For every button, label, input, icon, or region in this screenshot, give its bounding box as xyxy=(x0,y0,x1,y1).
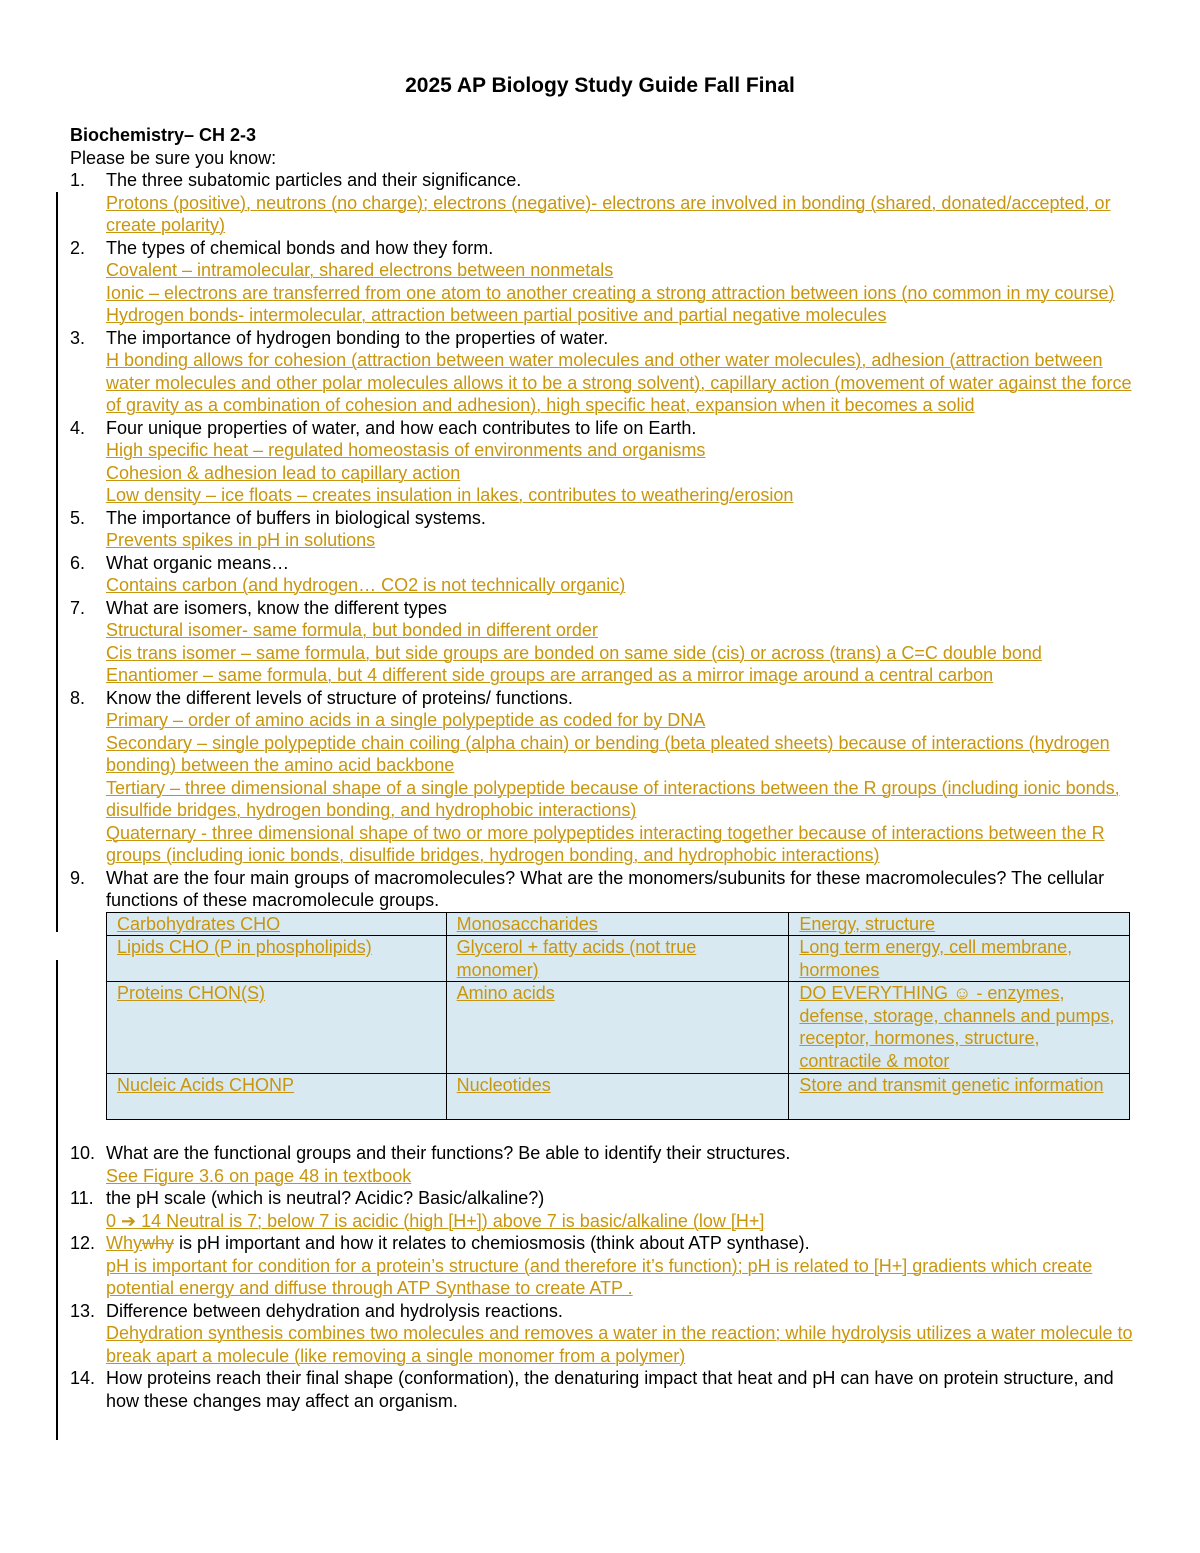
table-row xyxy=(107,1074,1130,1120)
answer-text: Secondary – single polypeptide chain coiling (alpha chain) or bending (beta pleated sheets) because of interactions (hydrogen bonding) between the amino acid backbone xyxy=(106,732,1110,775)
question-text: The importance of hydrogen bonding to the properties of water. xyxy=(106,327,609,348)
question-item xyxy=(70,1232,1140,1255)
answer-text: H bonding allows for cohesion (attraction between water molecules and other water molecules), adhesion (attraction between water molecules and other polar molecules allows it to be a strong solvent), capillary action (movement of water against the force of gravity as a combination of cohesion and adhesion), high specific heat, expansion when it becomes a solid xyxy=(106,350,1132,415)
answer-text: Tertiary – three dimensional shape of a single polypeptide because of interactions between the R groups (including ionic bonds, disulfide bridges, hydrogen bonding, and hydrophobic interactions) xyxy=(106,777,1120,820)
answer-text: High specific heat – regulated homeostasis of environments and organisms xyxy=(106,440,706,460)
question-item xyxy=(70,417,1140,440)
question-number: 10. xyxy=(70,1143,96,1163)
table-cell: Amino acids xyxy=(446,982,789,1074)
deleted-text: why xyxy=(142,1233,175,1253)
question-number: 13. xyxy=(70,1300,96,1321)
question-item xyxy=(70,552,1140,575)
question-list xyxy=(70,169,1140,912)
question-text: The importance of buffers in biological systems. xyxy=(106,507,486,528)
section-intro: Please be sure you know: xyxy=(70,147,277,168)
answer-text: Protons (positive), neutrons (no charge); electrons (negative)- electrons are involved in bonding (shared, donated/accepted, or create polarity) xyxy=(106,192,1111,235)
table-cell: Monosaccharides xyxy=(446,912,789,936)
question-text xyxy=(106,1233,810,1253)
table-cell: Energy, structure xyxy=(789,912,1130,936)
question-item xyxy=(70,237,1140,260)
answer-text: Cohesion & adhesion lead to capillary action xyxy=(106,462,461,483)
answer-text: Primary – order of amino acids in a single polypeptide as coded for by DNA xyxy=(106,710,706,730)
question-item xyxy=(70,597,1140,620)
question-item xyxy=(70,507,1140,530)
answer-text: Prevents spikes in pH in solutions xyxy=(106,530,376,550)
question-list xyxy=(70,1142,1140,1412)
question-text: The three subatomic particles and their significance. xyxy=(106,170,522,190)
study-guide-body xyxy=(70,124,1140,1412)
table-cell: Lipids CHO (P in phospholipids) xyxy=(107,936,447,982)
change-bar xyxy=(56,960,58,1440)
question-text: What are the functional groups and their functions? Be able to identify their structures. xyxy=(106,1143,791,1163)
answer-text: 0 ➔ 14 Neutral is 7; below 7 is acidic (high [H+]) above 7 is basic/alkaline (low [H+] xyxy=(106,1210,765,1231)
answer-text: Contains carbon (and hydrogen… CO2 is not technically organic) xyxy=(106,575,626,595)
question-item xyxy=(70,1300,1140,1323)
question-text: Difference between dehydration and hydrolysis reactions. xyxy=(106,1300,563,1321)
section-heading: Biochemistry– CH 2-3 xyxy=(70,125,257,145)
answer-text: Hydrogen bonds- intermolecular, attraction between partial positive and partial negative molecules xyxy=(106,305,887,325)
question-number: 5. xyxy=(70,507,86,528)
question-item xyxy=(70,1367,1140,1412)
question-text: What organic means… xyxy=(106,552,290,573)
table-cell: Long term energy, cell membrane, hormones xyxy=(789,936,1130,982)
table-cell: Store and transmit genetic information xyxy=(789,1074,1130,1120)
question-number: 14. xyxy=(70,1368,96,1388)
answer-text: Ionic – electrons are transferred from one atom to another creating a strong attraction between ions (no common in my course) xyxy=(106,282,1115,303)
question-item xyxy=(70,327,1140,350)
question-number: 1. xyxy=(70,170,86,190)
table-cell: Proteins CHON(S) xyxy=(107,982,447,1074)
change-bar xyxy=(56,192,58,932)
question-item xyxy=(70,687,1140,710)
table-cell: DO EVERYTHING ☺ - enzymes, defense, storage, channels and pumps, receptor, hormones, structure, contractile & motor xyxy=(789,982,1130,1074)
answer-text: Enantiomer – same formula, but 4 different side groups are arranged as a mirror image around a central carbon xyxy=(106,665,994,685)
macromolecule-table xyxy=(106,912,1130,1121)
answer-text: pH is important for condition for a protein’s structure (and therefore it’s function); pH is related to [H+] gradients which create potential energy and diffuse through ATP Synthase to create ATP . xyxy=(106,1255,1093,1298)
question-item xyxy=(70,1187,1140,1210)
question-text: How proteins reach their final shape (conformation), the denaturing impact that heat and pH can have on protein structure, and how these changes may affect an organism. xyxy=(106,1368,1114,1411)
answer-text: Structural isomer- same formula, but bonded in different order xyxy=(106,620,598,640)
table-cell: Nucleotides xyxy=(446,1074,789,1120)
table-row xyxy=(107,912,1130,936)
answer-text: Cis trans isomer – same formula, but side groups are bonded on same side (cis) or across (trans) a C=C double bond xyxy=(106,642,1042,663)
question-text: the pH scale (which is neutral? Acidic? Basic/alkaline?) xyxy=(106,1188,545,1208)
table-row xyxy=(107,982,1130,1074)
question-number: 6. xyxy=(70,552,86,573)
answer-text: Quaternary - three dimensional shape of two or more polypeptides interacting together because of interactions between the R groups (including ionic bonds, disulfide bridges, hydrogen bonding, and hydrophobic interactions) xyxy=(106,822,1105,865)
table-cell: Glycerol + fatty acids (not true monomer) xyxy=(446,936,789,982)
inserted-text: Why xyxy=(106,1233,142,1253)
question-number: 8. xyxy=(70,687,86,708)
question-text-rest: is pH important and how it relates to chemiosmosis (think about ATP synthase). xyxy=(174,1233,810,1253)
question-number: 7. xyxy=(70,597,86,618)
question-number: 12. xyxy=(70,1233,96,1253)
answer-text: Covalent – intramolecular, shared electrons between nonmetals xyxy=(106,260,614,280)
answer-text: Dehydration synthesis combines two molecules and removes a water in the reaction; while hydrolysis utilizes a water molecule to break apart a molecule (like removing a single monomer from a polymer) xyxy=(106,1323,1133,1366)
question-number: 2. xyxy=(70,237,86,258)
question-number: 4. xyxy=(70,417,86,438)
question-number: 3. xyxy=(70,327,86,348)
answer-text: Low density – ice floats – creates insulation in lakes, contributes to weathering/erosion xyxy=(106,485,794,505)
question-number: 9. xyxy=(70,867,86,888)
answer-text: See Figure 3.6 on page 48 in textbook xyxy=(106,1165,412,1186)
question-item xyxy=(70,867,1140,912)
question-text: Know the different levels of structure of proteins/ functions. xyxy=(106,687,573,708)
question-number: 11. xyxy=(70,1188,94,1208)
page-title: 2025 AP Biology Study Guide Fall Final xyxy=(405,74,795,97)
table-row xyxy=(107,936,1130,982)
question-text: The types of chemical bonds and how they form. xyxy=(106,237,494,258)
question-text: What are isomers, know the different types xyxy=(106,597,447,618)
question-item xyxy=(70,1142,1140,1165)
question-text: What are the four main groups of macromolecules? What are the monomers/subunits for these macromolecules? The cellular functions of these macromolecule groups. xyxy=(106,867,1105,910)
table-cell: Carbohydrates CHO xyxy=(107,912,447,936)
question-item xyxy=(70,169,1140,192)
table-cell: Nucleic Acids CHONP xyxy=(107,1074,447,1120)
question-text: Four unique properties of water, and how each contributes to life on Earth. xyxy=(106,417,697,438)
